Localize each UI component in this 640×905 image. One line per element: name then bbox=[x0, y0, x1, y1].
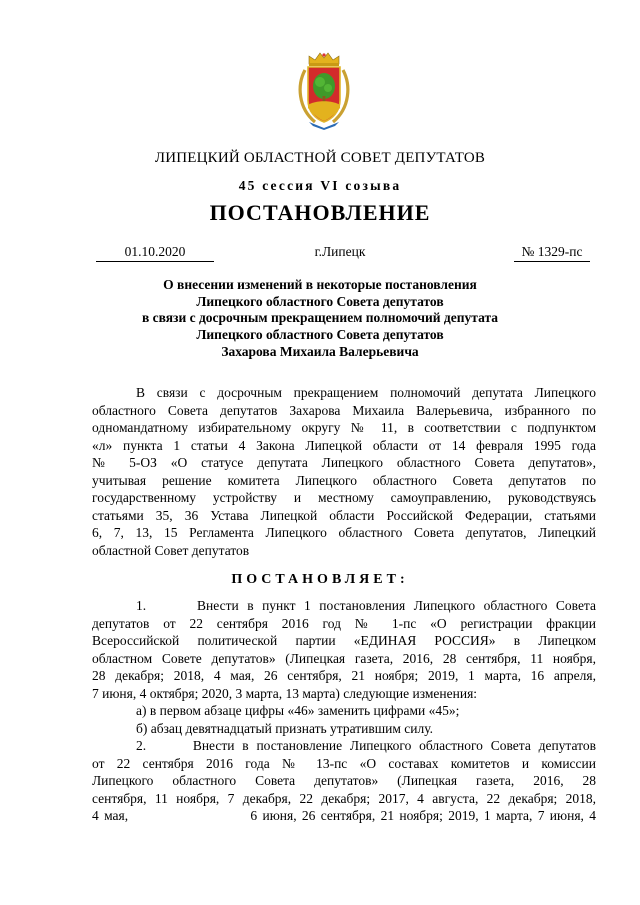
lipetsk-coat-of-arms-emblem bbox=[295, 50, 353, 130]
paragraph-line: статьями 35, 36 Устава Липецкой области Российской Федерации, статьями bbox=[92, 507, 596, 523]
intro-paragraph bbox=[92, 384, 596, 559]
item-line: депутатов от 22 сентября 2016 год № 1-пс «О регистрации фракции bbox=[92, 615, 596, 631]
paragraph-line: одномандатному избирательному округу № 11, в соответствии с подпунктом bbox=[92, 420, 596, 435]
council-name: ЛИПЕЦКИЙ ОБЛАСТНОЙ СОВЕТ ДЕПУТАТОВ bbox=[154, 150, 486, 166]
item-line: б) абзац девятнадцатый признать утратившим силу. bbox=[136, 720, 434, 736]
title-line: О внесении изменений в некоторые постановления bbox=[163, 277, 477, 292]
paragraph-line: областного Совета депутатов Захарова Михаила Валерьевича, избранного по bbox=[92, 402, 596, 418]
item-line: сентября, 11 ноября, 7 декабря, 22 декабря; 2017, 4 августа, 22 декабря; 2018, bbox=[92, 790, 596, 806]
paragraph-line: «л» пункта 1 статьи 4 Закона Липецкой области от 14 февраля 1995 года bbox=[92, 437, 596, 453]
item-line: Всероссийской политической партии «ЕДИНАЯ РОССИЯ» в Липецком bbox=[92, 633, 596, 648]
title-line: Липецкого областного Совета депутатов bbox=[196, 293, 444, 309]
item-line: от 22 сентября 2016 года № 13-пс «О составах комитетов и комиссии bbox=[92, 755, 596, 771]
document-date: 01.10.2020 bbox=[96, 244, 214, 262]
title-line: Захарова Михаила Валерьевича bbox=[221, 343, 419, 359]
session-label: 45 сессия VI созыва bbox=[238, 178, 402, 193]
item-line: а) в первом абзаце цифры «46» заменить цифрами «45»; bbox=[136, 703, 460, 718]
paragraph-line: государственному устройству и местному самоуправлению, руководствуясь bbox=[92, 490, 596, 505]
item-line: 7 июня, 4 октября; 2020, 3 марта, 13 марта) следующие изменения: bbox=[92, 685, 478, 701]
paragraph-line: В связи с досрочным прекращением полномочий депутата Липецкого bbox=[136, 385, 596, 400]
item-line: 4 мая, 6 июня, 26 сентября, 21 ноября; 2019, 1 марта, 7 июня, 4 bbox=[92, 808, 596, 823]
item-line: 1. Внести в пункт 1 постановления Липецкого областного Совета bbox=[136, 598, 596, 613]
paragraph-line: № 5-ОЗ «О статусе депутата Липецкого областного Совета депутатов», bbox=[92, 455, 596, 470]
resolves-heading: ПОСТАНОВЛЯЕТ: bbox=[231, 572, 409, 587]
title-line: в связи с досрочным прекращением полномочий депутата bbox=[141, 310, 499, 326]
paragraph-line: 6, 7, 13, 15 Регламента Липецкого областного Совета депутатов, Липецкий bbox=[92, 525, 596, 540]
paragraph-line: учитывая решение комитета Липецкого областного Совета депутатов по bbox=[92, 472, 596, 488]
document-title bbox=[80, 277, 560, 361]
item-line: Липецкого областного Совета депутатов» (Липецкая газета, 2016, 28 bbox=[92, 773, 596, 788]
document-city: г.Липецк bbox=[314, 244, 366, 259]
resolution-items bbox=[92, 597, 596, 825]
paragraph-line: областной Совет депутатов bbox=[92, 542, 250, 558]
title-line: Липецкого областного Совета депутатов bbox=[196, 327, 444, 343]
item-line: 2. Внести в постановление Липецкого областного Совета депутатов bbox=[136, 738, 596, 753]
document-number: № 1329-пс bbox=[514, 244, 590, 262]
item-line: 28 декабря; 2018, 4 мая, 26 сентября, 21 ноября; 2019, 1 марта, 16 апреля, bbox=[92, 668, 596, 683]
item-line: областном Совете депутатов» (Липецкая газета, 2016, 28 сентября, 11 ноября, bbox=[92, 650, 596, 666]
document-type-heading: ПОСТАНОВЛЕНИЕ bbox=[209, 200, 431, 225]
